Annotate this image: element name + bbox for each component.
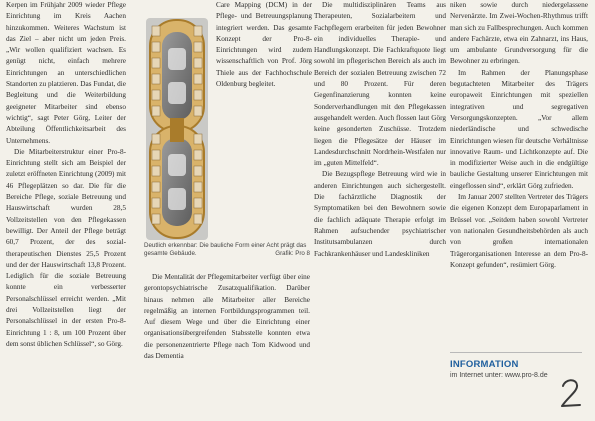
handwritten-page-mark [558,376,584,410]
paragraph: Die Mentalität der Pflegemitarbeiter verfügt über eine gerontopsychiatrische Zusatzqualifikation. Darüber hinaus nehmen alle Mitarbeiter aller Bereiche regelmäßig an internen Fortbildungsprogrammen teil. Auf diesem Wege und über die Einrichtung einer organisationsübergreifenden Stabsstelle konnten etwa die personenzentrierte Pflege nach Tom Kidwood und das Dementia [144,273,310,361]
article-column-3 [314,0,446,416]
paragraph: Die Mitarbeiterstruktur einer Pro-8-Einrichtung stellt sich am Beispiel der zuletzt eröffneten Einrichtung (2009) mit 46 Pflegeplätzen so dar. Die für die Bereiche Pflege, soziale Betreuung und Hauswirtschaft wurden 28,5 Vollzeitstellen von den Pflegekassen bewilligt. Der Anteil der Pflege beträgt 60,7 Prozent, der des sozial-therapeutischen Dienstes 25,5 Prozent und der der Hauswirtschaft 13,8 Prozent. Lediglich für die soziale Betreuung konnte ein verbesserter Personalschlüssel erreicht werden. „Mit drei Vollzeitstellen liegt der Personalschlüssel in der ersten Pro-8-Einrichtung 1 : 8, um 100 Prozent über dem sonst üblichen Schlüssel“, so Görg. [6,147,126,348]
article-column-1 [6,0,126,416]
caption-text: Deutlich erkennbar: Die bauliche Form einer Acht prägt das gesamte Gebäude. [144,242,307,258]
divider [450,352,582,353]
paragraph: Im Rahmen der Planungsphase begutachteten Mitarbeiter des Trägers europaweit Einrichtungen mit speziellen integrativen und segregativen Versorgungskonzepten. „Vor allem niederländische und schwedische Einrichtungen wiesen für deutsche Verhältnisse innovative Raum- und Lichtkonzepte auf. Die in modifizierter Weise auch in die endgültige bauliche Gestaltung unserer Einrichtungen mit eingeflossen sind“, erklärt Görg zufrieden. [450,68,588,190]
image-credit: Grafik: Pro 8 [275,250,310,258]
paragraph: Die Bezugspflege Betreuung wird wie in anderen Einrichtungen auch sichergestellt. Die fachärztliche Diagnostik der Symptomatiken bei den Bewohnern sowie die fachlich adäquate Therapie erfolgt im Rahmen aufsuchender psychiatrischer Institutsambulanzen durch Fachkrankenhäuser und Landeskliniken [314,170,446,258]
paragraph: Im Januar 2007 stellten Vertreter des Trägers die eigenen Konzept dem Europaparlament in Brüssel vor. „Seitdem haben sowohl Vertreter von nationalen Gesundheitsbehörden als auch von großen internationalen Trägerorganisationen Interesse an dem Pro-8-Konzept gefunden“, resümiert Görg. [450,193,588,269]
paragraph: Kerpen im Frühjahr 2009 wieder Pflege Einrichtung im Kreis Aachen hinzukommen. Weiteres Wachstum ist das Ziel – aber nicht um jeden Preis. „Wir wollen qualifiziert wachsen. Es genügt nicht, einfach mehrere Einrichtungen an unterschiedlichen Standorten zu platzieren. Das Fundat, die Begleitung und die Weiterbildung geeigneter Mitarbeiter sind ebenso wichtig“, sagt Peter Görg, Leiter der Abteilung Öffentlichkeitsarbeit des Unternehmens. [6,1,126,145]
information-url[interactable]: im Internet unter: www.pro-8.de [450,372,548,379]
paragraph: niken sowie durch niedergelassene Nervenärzte. Im Zwei-Wochen-Rhythmus trifft man sich zu Fallbesprechungen. Auch kommen andere Fachärzte, etwa ein Zahnarzt, ins Haus, um ambulante Grundversorgung für die Bewohner zu erbringen. [450,1,588,66]
article-column-2-top [216,0,312,89]
article-column-2-bottom [144,272,310,414]
article-column-4 [450,0,588,338]
paragraph: Care Mapping (DCM) in der Pflege- und Betreuungsplanung integriert werden. Das gesamte Konzept der Pro-8-Einrichtungen wird zudem wissenschaftlich von Prof. Jörg Thiele aus der Fachhochschule Oldenburg begleitet. [216,1,312,89]
figure-caption [144,242,310,272]
information-title: INFORMATION [450,359,519,370]
building-floorplan-figure [140,8,214,246]
paragraph: Die multidisziplinären Teams aus Therapeuten, Sozialarbeitern und Fachpflegern erarbeiten für jeden Bewohner ein individuelles Therapie- und Handlungskonzept. Die Fachkraftquote liegt sowohl im pflegerischen Bereich als auch im Bereich der sozialen Betreuung zwischen 72 und 80 Prozent. Für deren Gegenfinanzierung konnten keine Sonderverhandlungen mit den Pflegekassen ausgehandelt werden. Auch flossen laut Görg keine gesonderten Zuschüsse. Trotzdem liegen die Pflegesätze der Häuser im Landesdurchschnitt Nordrhein-Westfalen nur im „guten Mittelfeld“. [314,1,446,168]
